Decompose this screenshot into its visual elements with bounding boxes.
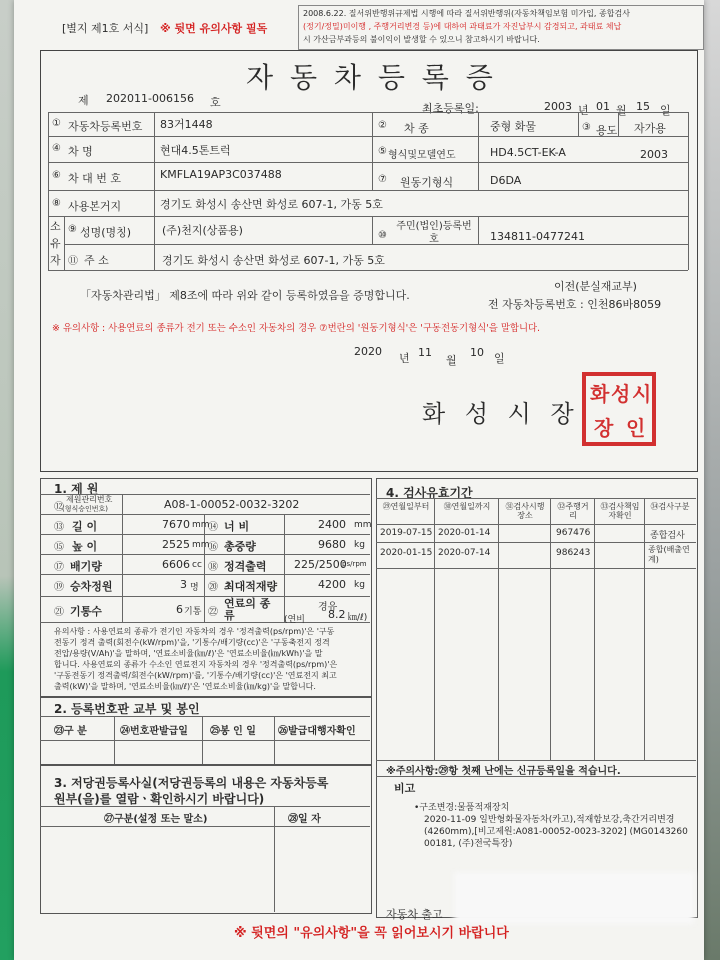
unit-label: ps/rpm [342, 560, 367, 568]
length-label: 길 이 [72, 520, 98, 533]
vehicle-name: 현대4.5톤트럭 [160, 144, 231, 157]
table-line [48, 112, 688, 113]
column-header: ㉜주행거리 [557, 502, 589, 520]
table-line [40, 596, 370, 597]
name-label: 차 명 [68, 145, 93, 158]
gross-value: 9680 [318, 538, 346, 551]
column-header: ㉘일 자 [288, 814, 321, 825]
width-label: 너 비 [224, 520, 250, 533]
fuel-type: 경유 [318, 602, 338, 613]
remark-line: •구조변경:물품적재장치 [414, 803, 510, 813]
height-label: 높 이 [72, 540, 98, 553]
column-header: ㉔번호판발급일 [120, 726, 188, 737]
mortgage-heading-cont: 원부(을)를 열람ㆍ확인하시기 바랍니다) [54, 792, 265, 806]
unit-label: kg [354, 580, 365, 590]
month-unit: 월 [616, 104, 627, 117]
table-line [48, 112, 49, 270]
field-number: ④ [52, 143, 61, 154]
table-line [376, 498, 696, 499]
engine-label: 원동기형식 [400, 176, 454, 189]
first-reg-day: 15 [636, 100, 650, 113]
inspection-box [376, 478, 698, 918]
field-number: ㉑ [54, 607, 64, 618]
table-line [154, 112, 155, 270]
mgmt-number: A08-1-00052-0032-3202 [164, 498, 300, 511]
owner-addr-label: 주 소 [84, 254, 109, 267]
form-number: [별지 제1호 서식] [62, 22, 149, 35]
remark-line: (4260mm),[비고제원:A081-00052-0023-3202] (MG0143260 [424, 827, 688, 837]
table-line [644, 498, 645, 760]
field-number: ㉒ [208, 607, 218, 618]
column-header: ㉙연월일부터 [382, 502, 430, 511]
column-header: ㉖발급대행자확인 [278, 726, 356, 737]
registration-document [14, 0, 704, 960]
seal-char: 장 [594, 416, 614, 440]
payload-label: 최대적재량 [224, 580, 278, 593]
table-line [40, 554, 370, 555]
remark-line: 2020-11-09 일반형화물자동차(카고),적재함보강,축간거리변경 [424, 815, 675, 825]
owner-name-label: 성명(명칭) [80, 226, 132, 239]
inspection-to: 2020-07-14 [438, 548, 491, 558]
use-label: 용도 [596, 124, 618, 137]
specs-note-line: 전압/용량(V/Ah)'을 말하며, '연료소비율(㎞/ℓ)'은 '연료소비율(㎞/kWh)'을 말 [54, 649, 323, 658]
field-number: ② [378, 120, 387, 131]
seats-label: 승차정원 [70, 580, 113, 593]
seal-char: 화 [590, 382, 610, 406]
column-header: ㉗구분(설정 또는 말소) [104, 814, 208, 825]
seats-value: 3 [180, 578, 187, 591]
engine-type: D6DA [490, 174, 522, 187]
seal-char: 성 [611, 382, 631, 406]
column-header: ㉚연월일까지 [443, 502, 491, 511]
table-line [550, 498, 551, 760]
model-year: 2003 [640, 148, 668, 161]
table-line [48, 162, 688, 163]
field-number: ⑪ [68, 256, 78, 267]
year-unit: 년 [578, 104, 589, 117]
field-number: ⑫ [54, 502, 64, 513]
power-label: 정격출력 [224, 560, 267, 573]
reg-prefix: 제 [78, 94, 89, 107]
field-number: ③ [582, 122, 591, 133]
cylinders-label: 기통수 [70, 605, 102, 618]
vin-number: KMFLA19AP3C037488 [160, 168, 282, 181]
day-unit: 일 [660, 104, 671, 117]
table-line [498, 498, 499, 760]
previous-plate: 전 자동차등록번호 : 인천86바8059 [488, 298, 662, 311]
location-value: 경기도 화성시 송산면 화성로 607-1, 가동 5호 [160, 198, 383, 211]
reissue-note: 이전(분실재교부) [554, 280, 637, 293]
specs-heading: 1. 제 원 [54, 482, 99, 496]
field-number: ⑥ [52, 170, 61, 181]
model-label: 형식및모델연도 [388, 150, 456, 161]
owner-group-label: 소유자 [50, 220, 61, 267]
seal-char: 시 [632, 382, 652, 406]
year-unit: 년 [399, 352, 410, 365]
table-line [478, 112, 479, 190]
registration-number: 202011-006156 [106, 92, 194, 105]
vehicle-kind: 중형 화물 [490, 120, 537, 133]
table-line [122, 494, 123, 622]
table-line [202, 716, 203, 764]
efficiency-value: 8.2 [328, 608, 346, 621]
seal-char: 인 [626, 416, 646, 440]
specs-note-line: 전동기 정격 출력(회전수(kW/rpm)'을, '기통수/배기량(cc)'은 '구동축전지 정격 [54, 638, 330, 647]
unit-label: mm [192, 540, 210, 550]
column-header: ㉓구 분 [54, 726, 87, 737]
reg-suffix: 호 [210, 96, 221, 109]
inspection-from: 2019-07-15 [380, 528, 433, 538]
table-line [48, 190, 688, 191]
owner-name: (주)천지(상품용) [162, 224, 243, 237]
caution-text: ※ 유의사항 : 사용연료의 종류가 전기 또는 수소인 자동차의 경우 ⑦번란의 '원동기형식'은 '구동전동기형식'을 말합니다. [52, 323, 541, 334]
notice-box [298, 5, 704, 50]
table-line [204, 514, 205, 622]
table-line [372, 216, 373, 244]
table-line [284, 514, 285, 622]
table-line [274, 806, 275, 912]
table-line [48, 136, 688, 137]
unit-label: mm [192, 520, 210, 530]
table-line [376, 542, 696, 543]
owner-id-label: 주민(법인)등록번호 [396, 221, 472, 245]
table-line [40, 622, 370, 623]
table-line [372, 112, 373, 190]
table-line [578, 112, 579, 136]
field-number: ⑩ [378, 230, 387, 241]
issue-month: 11 [418, 346, 432, 359]
table-line [376, 524, 696, 525]
issuer-name: 화 성 시 장 [422, 400, 580, 428]
notice-line: 시 가산금부과등의 불이익이 발생할 수 있으니 참고하시기 바랍니다. [303, 35, 540, 44]
issue-year: 2020 [354, 345, 382, 358]
length-value: 7670 [162, 518, 190, 531]
footer-notice: ※ 뒷면의 "유의사항"을 꼭 읽어보시기 바랍니다 [234, 926, 509, 941]
unit-label: ㎞/ℓ) [348, 613, 368, 623]
vehicle-use: 자가용 [634, 122, 666, 135]
inspection-heading: 4. 검사유효기간 [386, 486, 473, 500]
specs-note-line: 유의사항 : 사용연료의 종류가 전기인 자동차의 경우 '정격출력(ps/rpm)'은 '구동 [54, 627, 335, 636]
official-seal [582, 372, 656, 446]
month-unit: 월 [446, 354, 457, 367]
day-unit: 일 [494, 352, 505, 365]
field-number: ① [52, 118, 61, 129]
column-header: ㉝검사책임자확인 [600, 502, 640, 520]
unit-label: kg [354, 540, 365, 550]
mgmt-label: 제원관리번호 [66, 495, 113, 504]
table-line [688, 112, 689, 270]
table-line [64, 216, 65, 270]
specs-note-line: '구동전동기 정격출력/회전수(kW/rpm)'를, '기통수/배기량(cc)'은 '연료전지 최고 [54, 671, 337, 680]
width-value: 2400 [318, 518, 346, 531]
table-line [40, 826, 370, 827]
displacement-value: 6606 [162, 558, 190, 571]
column-header: ㉕봉 인 일 [210, 726, 256, 737]
inspection-from: 2020-01-15 [380, 548, 433, 558]
mortgage-heading: 3. 저당권등록사실(저당권등록의 내용은 자동차등록 [54, 776, 329, 790]
field-number: ⑤ [378, 146, 387, 157]
unit-label: mm [354, 520, 372, 530]
table-line [478, 216, 479, 244]
field-number: ⑰ [54, 562, 64, 573]
field-number: ⑬ [54, 522, 64, 533]
specs-note-line: 출력(kW)'을 말하며, '연료소비율(㎞/ℓ)'은 '연료소비율(㎞/kg)'을 말합니다. [54, 682, 316, 691]
unit-label: cc [192, 560, 202, 570]
table-line [48, 216, 688, 217]
fuel-label: 연료의 종류 [224, 597, 271, 622]
field-number: ⑯ [208, 542, 218, 553]
model-type: HD4.5CT-EK-A [490, 146, 566, 159]
first-reg-month: 01 [596, 100, 610, 113]
column-header: ㉛검사시행장소 [505, 502, 545, 520]
table-line [376, 568, 696, 569]
field-number: ⑳ [208, 582, 218, 593]
mgmt-sublabel: (형식승인번호) [62, 505, 109, 513]
specs-note-line: 합니다. 사용연료의 종류가 수소인 연료전지 자동차의 경우 '정격출력(ps/rpm)'은 [54, 660, 338, 669]
table-line [48, 270, 688, 271]
field-number: ⑨ [68, 224, 77, 235]
issuer-label: 자동차 출고 [386, 908, 443, 921]
inspection-note: ※주의사항:㉙항 첫째 난에는 신규등록일을 적습니다. [386, 766, 621, 777]
vin-label: 차 대 번 호 [68, 172, 121, 185]
table-line [114, 716, 115, 764]
table-line [274, 716, 275, 764]
displacement-label: 배기량 [70, 560, 102, 573]
field-number: ⑲ [54, 582, 64, 593]
owner-id: 134811-0477241 [490, 230, 585, 243]
notice-line: 2008.6.22. 질서위반행위규제법 시행에 따라 질서위반행위(자동차책임보험 미가입, 종합검사 [303, 9, 630, 18]
table-line [40, 716, 370, 717]
height-value: 2525 [162, 538, 190, 551]
certify-text: 「자동차관리법」 제8조에 따라 위와 같이 등록하였음을 증명합니다. [80, 289, 410, 302]
payload-value: 4200 [318, 578, 346, 591]
first-reg-year: 2003 [544, 100, 572, 113]
remark-line: 00181, (주)전국특장) [424, 839, 513, 849]
gross-label: 총중량 [224, 540, 256, 553]
inspection-km: 967476 [556, 528, 591, 538]
table-line [40, 534, 370, 535]
table-line [64, 244, 688, 245]
plate-label: 자동차등록번호 [68, 120, 143, 133]
inspection-km: 986243 [556, 548, 591, 558]
table-line [376, 760, 696, 761]
unit-label: 기통 [184, 607, 202, 617]
back-notice: ※ 뒷면 유의사항 필독 [160, 22, 268, 35]
table-line [594, 498, 595, 760]
table-line [618, 112, 619, 136]
table-line [40, 514, 370, 515]
kind-label: 차 종 [404, 122, 429, 135]
table-line [434, 498, 435, 760]
document-title: 자 동 차 등 록 증 [246, 61, 497, 94]
redacted-area [454, 872, 694, 924]
remark-label: 비고 [394, 782, 416, 795]
inspection-type: 종합(배출연계) [648, 545, 690, 564]
owner-address: 경기도 화성시 송산면 화성로 607-1, 가동 5호 [162, 254, 385, 267]
power-value: 225/2500 [294, 558, 347, 571]
first-reg-label: 최초등록일: [422, 102, 479, 115]
column-header: ㉞검사구분 [650, 502, 690, 511]
location-label: 사용본거지 [68, 200, 122, 213]
inspection-to: 2020-01-14 [438, 528, 491, 538]
field-number: ⑱ [208, 562, 218, 573]
cylinders-value: 6 [176, 603, 183, 616]
efficiency-label: (연비 [284, 615, 305, 625]
table-line [40, 574, 370, 575]
plate-issue-heading: 2. 등록번호판 교부 및 봉인 [54, 702, 200, 716]
table-line [40, 806, 370, 807]
plate-number: 83거1448 [160, 118, 213, 131]
field-number: ⑦ [378, 174, 387, 185]
field-number: ⑮ [54, 542, 64, 553]
unit-label: 명 [190, 583, 199, 593]
field-number: ⑧ [52, 198, 61, 209]
notice-line: (정기/정밀)미이행 , 주행거리변경 등)에 대하여 과태료가 자진납부시 감경되고, 과태료 체납 [303, 22, 622, 31]
inspection-type: 종합검사 [650, 531, 685, 541]
issue-day: 10 [470, 346, 484, 359]
field-number: ⑭ [208, 522, 218, 533]
table-line [40, 740, 370, 741]
